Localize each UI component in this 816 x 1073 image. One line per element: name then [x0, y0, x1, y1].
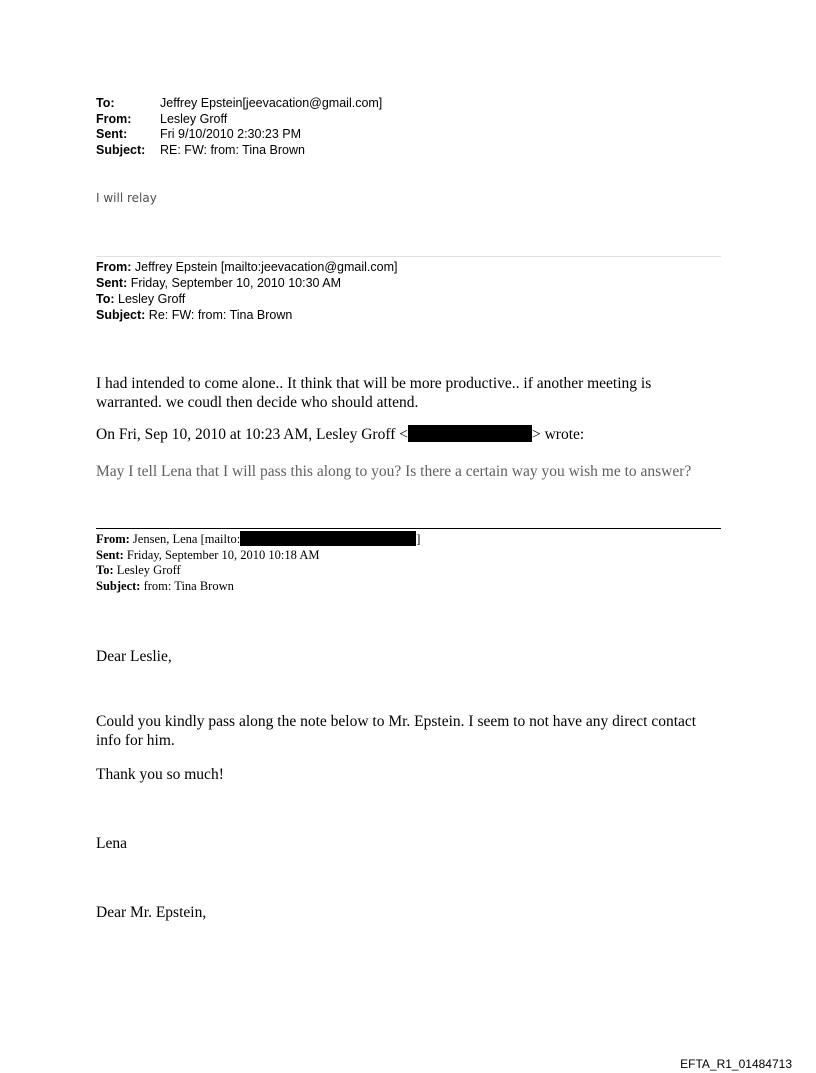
quoted2-to: Lesley Groff	[116, 563, 181, 577]
redaction-bar	[408, 425, 532, 442]
reply-body: I will relay	[96, 191, 157, 205]
sent-row	[96, 127, 382, 143]
greeting: Dear Leslie,	[96, 648, 172, 665]
to-row	[96, 96, 382, 112]
quoted1-sent-label: Sent:	[96, 276, 128, 290]
quoted1-to: Lesley Groff	[118, 292, 186, 306]
quoted2-from-suffix: ]	[416, 532, 421, 546]
quoted1-body-line1: I had intended to come alone.. It think that will be more productive.. if another meeting is	[96, 375, 652, 392]
quoted2-from-prefix: Jensen, Lena [mailto:	[132, 532, 241, 546]
signature: Lena	[96, 835, 127, 852]
quoted-text: May I tell Lena that I will pass this along to you? Is there a certain way you wish me to answer?	[96, 463, 692, 480]
quoted1-subject: Re: FW: from: Tina Brown	[148, 308, 293, 322]
quoted2-sent-label: Sent:	[96, 547, 124, 562]
quoted2-body-line1: Could you kindly pass along the note below to Mr. Epstein. I seem to not have any direct contact	[96, 713, 697, 730]
quoted2-body	[96, 712, 696, 750]
to-value: Jeffrey Epstein[jeevacation@gmail.com]	[160, 96, 383, 110]
quoted1-from: Jeffrey Epstein [mailto:jeevacation@gmail.com]	[134, 260, 398, 274]
quoted1-header	[96, 259, 397, 323]
quoted2-sent-row	[96, 548, 420, 564]
quoted1-to-row	[96, 291, 397, 307]
attribution-prefix: On Fri, Sep 10, 2010 at 10:23 AM, Lesley Groff <	[96, 426, 408, 443]
quoted1-subject-label: Subject:	[96, 308, 146, 322]
from-row	[96, 112, 382, 128]
greeting-2: Dear Mr. Epstein,	[96, 904, 207, 921]
quoted1-subject-row	[96, 307, 397, 323]
quoted2-subject-label: Subject:	[96, 578, 141, 593]
quoted2-body-line2: info for him.	[96, 732, 175, 749]
quoted2-header	[96, 531, 420, 594]
quoted1-body-line2: warranted. we coudl then decide who should attend.	[96, 394, 419, 411]
quoted2-from-row	[96, 531, 420, 548]
document-id: EFTA_R1_01484713	[680, 1057, 792, 1071]
divider-light	[96, 256, 721, 257]
to-label: To:	[96, 96, 115, 110]
quoted1-from-label: From:	[96, 260, 132, 274]
quoted1-sent-row	[96, 275, 397, 291]
quoted2-to-row	[96, 563, 420, 579]
attribution-suffix: > wrote:	[531, 426, 585, 443]
quoted2-to-label: To:	[96, 563, 114, 577]
from-value: Lesley Groff	[160, 111, 228, 126]
subject-value: RE: FW: from: Tina Brown	[160, 142, 305, 157]
attribution-line	[96, 425, 584, 444]
quoted1-from-row	[96, 259, 397, 275]
sent-value: Fri 9/10/2010 2:30:23 PM	[160, 127, 302, 141]
from-label: From:	[96, 111, 132, 126]
redaction-bar	[240, 531, 416, 546]
sent-label: Sent:	[96, 127, 128, 141]
email-header	[96, 96, 382, 158]
subject-label: Subject:	[96, 142, 146, 157]
quoted2-sent: Friday, September 10, 2010 10:18 AM	[126, 547, 320, 562]
quoted2-subject-row	[96, 579, 420, 595]
quoted2-from-label: From:	[96, 532, 130, 546]
thanks-line: Thank you so much!	[96, 766, 224, 783]
quoted2-subject: from: Tina Brown	[143, 578, 234, 593]
quoted1-to-label: To:	[96, 292, 115, 306]
subject-row	[96, 143, 382, 159]
quoted1-body	[96, 374, 651, 412]
quoted1-sent: Friday, September 10, 2010 10:30 AM	[130, 276, 342, 290]
divider-dark	[96, 528, 721, 529]
